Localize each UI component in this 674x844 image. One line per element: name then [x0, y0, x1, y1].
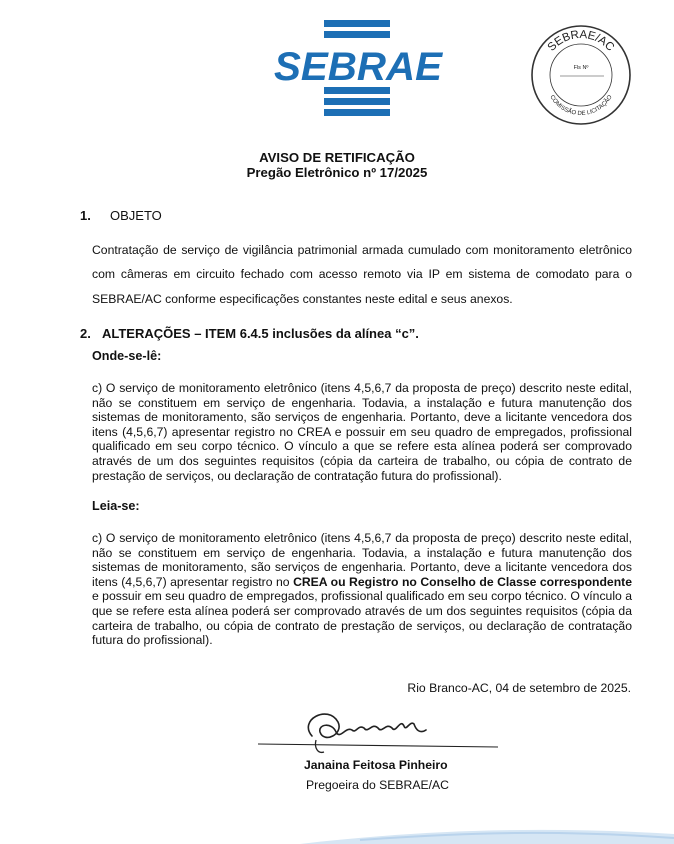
signer-role: Pregoeira do SEBRAE/AC: [306, 778, 449, 792]
commission-stamp: [530, 24, 632, 126]
logo-text: SEBRAE: [274, 45, 444, 89]
signer-name: Janaina Feitosa Pinheiro: [304, 758, 448, 772]
document-subtitle: Pregão Eletrônico nº 17/2025: [246, 165, 428, 180]
onde-se-le-text: c) O serviço de monitoramento eletrônico (itens 4,5,6,7 da proposta de preço) descrito neste edital, não se constituem em serviço de engenharia. Todavia, a instalação e futura manutenção dos sistemas de monitoramento, são serviços de engenharia. Portanto, deve a licitante vencedora dos itens (4,5,6,7) apresentar registro no CREA e possuir em seu quadro de empregados, profissional qualificado em seu corpo técnico. O vínculo a que se refere esta alínea poderá ser comprovado através de um dos seguintes requisitos (cópia da carteira de trabalho, ou cópia de contrato de prestação de serviços, ou declaração de contratação futura do profissional).: [92, 381, 632, 483]
sebrae-logo: [272, 20, 444, 116]
section1-number: 1.: [80, 208, 91, 223]
stamp-top-text: SEBRAE/AC: [545, 28, 617, 54]
leia-se-text: [92, 531, 632, 648]
section1-title: OBJETO: [110, 208, 162, 223]
place-date: Rio Branco-AC, 04 de setembro de 2025.: [407, 681, 631, 695]
section1-text: Contratação de serviço de vigilância patrimonial armada cumulado com monitoramento eletrônico com câmeras em circuito fechado com acesso remoto via IP em sistema de comodato para o SEBRAE/AC conforme especificações constantes neste edital e seus anexos.: [92, 243, 632, 306]
stamp-fls-label: Fls Nº: [573, 65, 589, 71]
section2-title: ALTERAÇÕES – ITEM 6.4.5 inclusões da alínea “c”.: [102, 326, 419, 341]
stamp-bottom-text: COMISSÃO DE LICITAÇÃO: [548, 94, 614, 118]
leia-se-label: Leia-se:: [92, 499, 140, 513]
section2-number: 2.: [80, 326, 91, 341]
leia-se-text-part2: e possuir em seu quadro de empregados, profissional qualificado em seu corpo técnico. O vínculo a que se refere esta alínea poderá ser comprovado através de um dos seguintes requisitos (cópia da carteira de trabalho, ou cópia de contrato de prestação de serviços, ou declaração de contratação futura do profissional).: [92, 589, 632, 648]
onde-se-le-label: Onde-se-lê:: [92, 349, 162, 363]
footer-wave: [0, 812, 674, 844]
document-title: AVISO DE RETIFICAÇÃO: [259, 150, 415, 165]
leia-se-highlight: CREA ou Registro no Conselho de Classe correspondente: [293, 574, 632, 589]
leia-se-text-part1: c) O serviço de monitoramento eletrônico (itens 4,5,6,7 da proposta de preço) descrito neste edital, não se constituem em serviço de engenharia. Todavia, a instalação e futura manutenção dos sistemas de monitoramento, são serviços de engenharia. Portanto, deve a licitante vencedora dos itens (4,5,6,7) apresentar registro no: [92, 531, 632, 589]
